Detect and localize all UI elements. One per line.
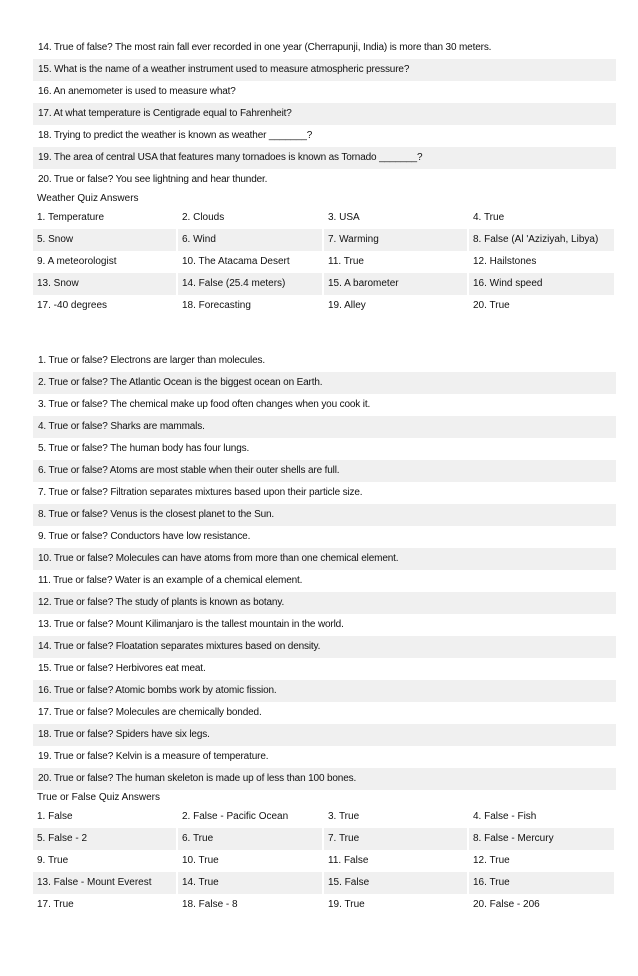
section-spacer (33, 317, 616, 350)
question-row: 1. True or false? Electrons are larger than molecules. (38, 355, 266, 366)
answer-cell: 19. True (324, 894, 469, 916)
answer-cell: 20. True (469, 295, 616, 317)
answer-cell: 16. True (469, 872, 616, 894)
answer-cell: 16. Wind speed (469, 273, 616, 295)
answer-cell: 6. Wind (178, 229, 324, 251)
answer-cell: 14. True (178, 872, 324, 894)
question-row: 4. True or false? Sharks are mammals. (33, 416, 616, 438)
answer-cell: 5. Snow (33, 229, 178, 251)
answer-cell: 17. -40 degrees (33, 295, 178, 317)
answer-cell: 5. False - 2 (33, 828, 178, 850)
question-row: 3. True or false? The chemical make up food often changes when you cook it. (38, 399, 371, 410)
question-row: 11. True or false? Water is an example of a chemical element. (38, 575, 303, 586)
answer-cell: 14. False (25.4 meters) (178, 273, 324, 295)
true-false-answers-caption: True or False Quiz Answers (37, 792, 161, 803)
answer-cell: 17. True (33, 894, 178, 916)
answer-cell: 7. True (324, 828, 469, 850)
answer-cell: 7. Warming (324, 229, 469, 251)
question-row: 12. True or false? The study of plants is known as botany. (33, 592, 616, 614)
answer-cell: 9. True (33, 850, 178, 872)
question-row: 17. At what temperature is Centigrade equal to Fahrenheit? (33, 103, 616, 125)
answer-cell: 18. Forecasting (178, 295, 324, 317)
question-row: 20. True or false? The human skeleton is made up of less than 100 bones. (33, 768, 616, 790)
question-row: 14. True of false? The most rain fall ever recorded in one year (Cherrapunji, India) is more than 30 meters. (38, 42, 492, 53)
question-row: 9. True or false? Conductors have low resistance. (38, 531, 251, 542)
question-row: 6. True or false? Atoms are most stable when their outer shells are full. (33, 460, 616, 482)
answer-cell: 2. False - Pacific Ocean (178, 806, 324, 828)
question-row: 2. True or false? The Atlantic Ocean is the biggest ocean on Earth. (33, 372, 616, 394)
answer-cell: 12. True (469, 850, 616, 872)
answer-cell: 4. True (469, 207, 616, 229)
question-row: 10. True or false? Molecules can have atoms from more than one chemical element. (33, 548, 616, 570)
quiz-page (33, 37, 616, 916)
answer-cell: 20. False - 206 (469, 894, 616, 916)
true-false-question-list (33, 350, 616, 790)
answer-cell: 13. Snow (33, 273, 178, 295)
question-row: 5. True or false? The human body has four lungs. (38, 443, 250, 454)
question-row: 16. An anemometer is used to measure what? (38, 86, 236, 97)
answer-cell: 10. True (178, 850, 324, 872)
answer-cell: 3. USA (324, 207, 469, 229)
weather-answers-caption: Weather Quiz Answers (37, 193, 139, 204)
answer-cell: 8. False - Mercury (469, 828, 616, 850)
weather-answers-table (33, 207, 616, 317)
answer-cell: 15. A barometer (324, 273, 469, 295)
question-row: 14. True or false? Floatation separates mixtures based on density. (33, 636, 616, 658)
answer-cell: 8. False (Al 'Aziziyah, Libya) (469, 229, 616, 251)
answer-cell: 1. Temperature (33, 207, 178, 229)
true-false-answers-table (33, 806, 616, 916)
answer-cell: 4. False - Fish (469, 806, 616, 828)
question-row: 16. True or false? Atomic bombs work by atomic fission. (33, 680, 616, 702)
answer-cell: 11. True (324, 251, 469, 273)
question-row: 7. True or false? Filtration separates mixtures based upon their particle size. (38, 487, 363, 498)
question-row: 13. True or false? Mount Kilimanjaro is the tallest mountain in the world. (38, 619, 344, 630)
answer-cell: 11. False (324, 850, 469, 872)
answer-cell: 3. True (324, 806, 469, 828)
answer-cell: 9. A meteorologist (33, 251, 178, 273)
question-row: 20. True or false? You see lightning and hear thunder. (38, 174, 268, 185)
question-row: 15. What is the name of a weather instrument used to measure atmospheric pressure? (33, 59, 616, 81)
question-row: 17. True or false? Molecules are chemically bonded. (38, 707, 262, 718)
question-row: 19. True or false? Kelvin is a measure of temperature. (38, 751, 269, 762)
answer-cell: 13. False - Mount Everest (33, 872, 178, 894)
answer-cell: 15. False (324, 872, 469, 894)
answer-cell: 19. Alley (324, 295, 469, 317)
question-row: 19. The area of central USA that features many tornadoes is known as Tornado _______? (33, 147, 616, 169)
answer-cell: 10. The Atacama Desert (178, 251, 324, 273)
question-row: 15. True or false? Herbivores eat meat. (38, 663, 206, 674)
weather-question-list (33, 37, 616, 191)
question-row: 18. Trying to predict the weather is known as weather _______? (38, 130, 313, 141)
answer-cell: 6. True (178, 828, 324, 850)
question-row: 8. True or false? Venus is the closest planet to the Sun. (33, 504, 616, 526)
answer-cell: 1. False (33, 806, 178, 828)
answer-cell: 2. Clouds (178, 207, 324, 229)
answer-cell: 12. Hailstones (469, 251, 616, 273)
answer-cell: 18. False - 8 (178, 894, 324, 916)
question-row: 18. True or false? Spiders have six legs. (33, 724, 616, 746)
